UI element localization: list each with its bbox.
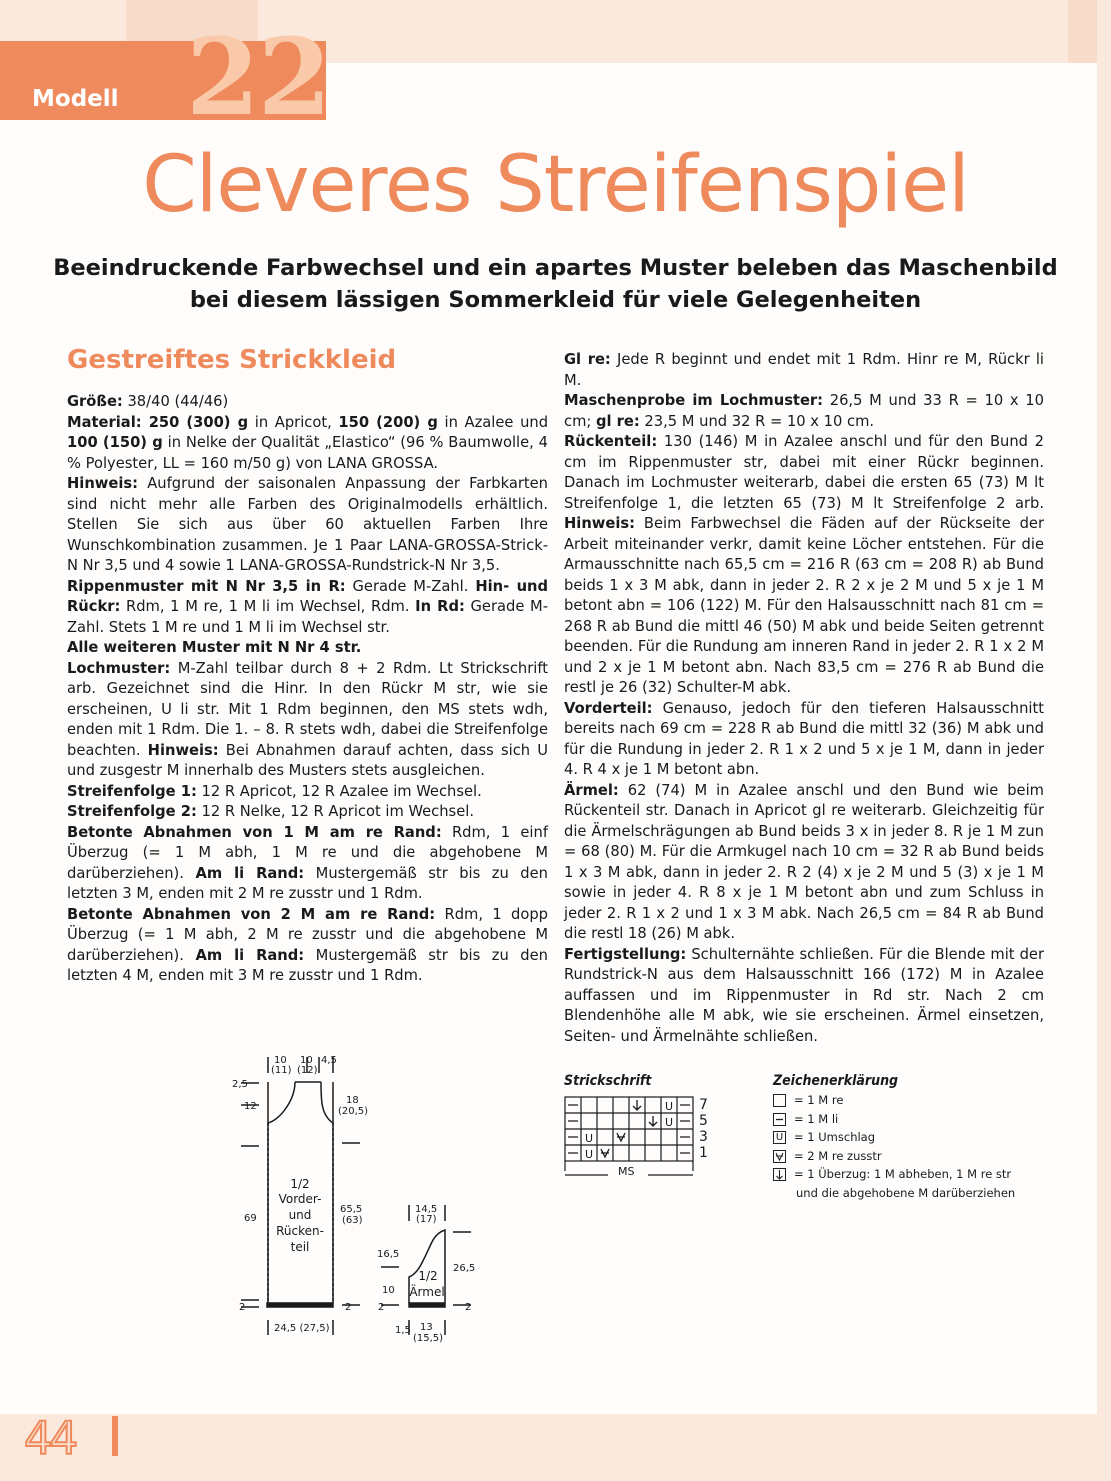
subtitle-line-1: Beeindruckende Farbwechsel und ein apartes Muster beleben das Maschenbild [53,255,1058,281]
body-label-4: Rücken- [276,1224,324,1238]
knitting-chart [563,1095,713,1187]
text-run: Rdm, 1 M re, 1 M li im Wechsel, Rdm. [120,598,416,615]
chart-row-3: 3 [699,1129,708,1145]
text-run: Schulternähte schließen. Für die Blende mit der Rundstrick-N aus dem Halsausschnitt 166 (172) M in Azalee auffassen und im Rippenmuster in Rd str. Nach 2 cm Blendenhöhe alle M abk, wie sie erscheinen. Ärmel einsetzen, Seiten- und Ärmelnähte schließen. [564,945,1044,1045]
dim-sleeve-right-bottom: 2 [465,1302,472,1313]
chart-row-5: 5 [699,1113,708,1129]
bold-run: Hinweis: [564,515,635,532]
paragraph [67,577,548,639]
text-run: in Azalee und [437,413,549,431]
text-run: 26,5 M und 33 R = 10 x 10 cm; [564,392,1044,430]
text-run: in Nelke der Qualität „Elastico“ (96 % Baumwolle, 4 % Polyester, LL = 160 m/50 g) von LANA GROSSA. [67,434,548,472]
chart-arrow-icon [633,1100,641,1110]
legend-text: = 1 M li [794,1111,839,1126]
paragraph [67,413,548,475]
page-number: 44 [24,1412,76,1465]
chart-k2tog-icon [601,1149,609,1157]
chart-cell-u: U [585,1132,594,1145]
bold-run: Lochmuster: [67,659,171,677]
right-column [564,350,1044,1047]
chart-arrow-icon [649,1116,657,1126]
body-label-5: teil [290,1240,310,1254]
section-heading: Gestreiftes Strickkleid [67,345,397,375]
text-run: Rdm, 1 dopp Überzug (= 1 M abh, 2 M re zusstr und die abgehobene M darüberziehen). [67,905,548,964]
dim-right-main: 65,5 [340,1204,363,1215]
bold-run: Betonte Abnahmen von 2 M am re Rand: [67,905,436,923]
paragraph [67,474,548,577]
left-column [67,392,548,987]
bold-run: Hinweis: [67,475,138,492]
arrow-square-icon [773,1168,786,1181]
bold-run: Hinweis: [147,741,219,759]
paragraph [564,781,1044,945]
dim-sleeve-cap: 16,5 [377,1249,400,1260]
sleeve-label-1: 1/2 [418,1269,438,1283]
text-run: 23,5 M und 32 R = 10 x 10 cm. [639,412,875,430]
dim-sleeve-bottom-b2: (15,5) [413,1333,444,1344]
legend-item [773,1131,1015,1150]
dim-top-a: 10 [274,1055,287,1066]
text-run: 62 (74) M in Azalee anschl und den Bund wie beim Rückenteil str. Danach in Apricot gl re weiterarb. Gleichzeitig für die Ärmelschrägungen ab Bund beids 3 x in jeder 8. R je 1 M zun = 68 (80) M. Für die Armkugel nach 10 cm = 32 R ab Bund beids 1 x 3 M abk, dann in jeder 2. R 2 (4) x je 2 M und 5 (3) x je 1 M sowie in jeder 4. R 8 x je 1 M betont abn und zum Schluss in jeder 2. R 1 x 2 und 1 x 3 M abk. Nach 26,5 cm = 84 R ab Bund die restl 18 (26) M abk. [564,781,1044,942]
paragraph [564,945,1044,1048]
body-label-1: 1/2 [290,1177,310,1191]
bold-run: Gl re: [564,351,611,368]
chart-cell-u: U [665,1100,674,1113]
chart-cell-u: U [665,1116,674,1129]
dim-right-arm: 18 [346,1095,359,1106]
paragraph [67,802,548,823]
bold-run: Am li Rand: [195,946,305,964]
legend-text: = 1 Umschlag [794,1130,876,1144]
text-run: Rdm, 1 einf Überzug (= 1 M abh, 1 M re und die abgehobene M darüberziehen). [67,823,548,882]
chart-row-7: 7 [699,1097,708,1113]
body-label-3: und [288,1208,312,1222]
bold-run: 150 (200) g [338,413,438,431]
text-run: 130 (146) M in Azalee anschl und für den Bund 2 cm im Rippenmuster str, dabei mit einer Rückr beginnen. Danach im Lochmuster weiterarb, dabei die ersten 65 (73) M lt Streifenfolge 1, die letzten 65 (73) M lt Streifenfolge 2 arb. [564,433,1044,512]
paragraph [564,391,1044,432]
text-run: Gerade M-Zahl. [345,577,476,595]
bold-run: Betonte Abnahmen von 1 M am re Rand: [67,823,442,841]
paragraph [564,432,1044,699]
chart-k2tog-icon [617,1133,625,1141]
legend-text: = 2 M re zusstr [794,1148,882,1163]
dim-sleeve-lower: 10 [382,1285,395,1296]
legend [773,1094,1015,1200]
text-run: Bei Abnahmen darauf achten, dass sich U und zusgestr M innerhalb des Musters stets ausgleichen. [67,741,548,779]
subtitle-line-2: bei diesem lässigen Sommerkleid für viele Gelegenheiten [189,287,922,313]
bold-run: Streifenfolge 1: [67,782,197,800]
sleeve-label-2: Ärmel [409,1285,445,1299]
modell-number: 22 [186,14,330,139]
text-run: 12 R Apricot, 12 R Azalee im Wechsel. [196,782,482,800]
bold-run: Fertigstellung: [564,945,687,963]
paragraph [67,905,548,987]
bold-run: Maschenprobe im Lochmuster: [564,392,824,409]
chart-row-1: 1 [699,1145,708,1161]
dim-left-neck: 12 [244,1101,257,1112]
u-square-icon: U [773,1131,786,1144]
dim-sleeve-bottom-b: 13 [420,1322,433,1333]
dim-sleeve-top2: (17) [416,1214,437,1225]
bold-run: Größe: [67,393,123,410]
text-run: Mustergemäß str bis zu den letzten 3 M, enden mit 2 M re zusstr und 1 Rdm. [67,864,548,902]
chart-cell-u: U [585,1148,594,1161]
legend-text: = 1 Überzug: 1 M abheben, 1 M re str [794,1167,1012,1181]
chart-title: Strickschrift [564,1073,652,1089]
text-run: Aufgrund der saisonalen Anpassung der Farbkarten sind nicht mehr alle Farben des Originalmodells erhältlich. Stellen Sie sich aus über 60 aktuellen Farben Ihre Wunschkombination zusammen. Je 1 Paar LANA-GROSSA-Strick-N Nr 3,5 und 4 sowie 1 LANA-GROSSA-Rundstrick-N Nr 3,5. [67,475,548,574]
dim-top-b2: (12) [297,1065,318,1076]
legend-title: Zeichenerklärung [773,1073,899,1089]
dim-sleeve-bottom-a: 1,5 [395,1325,411,1336]
page-title: Cleveres Streifenspiel [142,140,969,230]
legend-continuation: und die abgehobene M darüberziehen [796,1185,1016,1200]
legend-item [773,1094,1015,1113]
dim-sleeve-right: 26,5 [453,1263,476,1274]
legend-text: = 1 M re [794,1093,844,1107]
dim-left-main: 69 [244,1213,257,1224]
bold-run: Alle weiteren Muster mit N Nr 4 str. [67,639,362,656]
dim-top-a2: (11) [271,1065,292,1076]
chart-repeat-label: MS [618,1165,635,1178]
bold-run: Vorderteil: [564,699,653,717]
paragraph [67,823,548,905]
page-number-bar [112,1416,118,1456]
dim-bottom: 24,5 (27,5) [274,1323,330,1334]
bold-run: Material: 250 (300) g [67,413,249,431]
dim-left-bottom: 2 [239,1302,246,1313]
page-subtitle [40,252,1071,316]
k2tog-square-icon [773,1150,786,1163]
dim-top-c: 4,5 [321,1055,337,1066]
dim-sleeve-top: 14,5 [415,1204,438,1215]
legend-item [773,1168,1015,1187]
dim-left-top: 2,5 [232,1079,248,1090]
bold-run: Rippenmuster mit N Nr 3,5 in R: [67,577,346,595]
body-label-2: Vorder- [278,1192,322,1206]
garment-schematic [225,1045,495,1350]
paragraph [564,350,1044,391]
text-run: 12 R Nelke, 12 R Apricot im Wechsel. [196,803,474,820]
legend-item [773,1113,1015,1132]
text-run: Genauso, jedoch für den tieferen Halsausschnitt bereits nach 69 cm = 228 R ab Bund die mittl 32 (36) M abk und für die Rundung in jeder 2. R 1 x 2 und 5 x je 1 M, dann in jeder 4. R 4 x je 1 M betont abn. [564,699,1044,778]
paragraph [67,392,548,413]
dim-sleeve-left-bottom: 2 [378,1302,385,1313]
bold-run: Hin- und Rückr: [67,577,549,615]
empty-square-icon [773,1094,786,1107]
bold-run: Ärmel: [564,781,619,799]
bold-run: Streifenfolge 2: [67,803,197,820]
bold-run: In Rd: [415,598,465,615]
bottom-band [0,1414,1111,1481]
bold-run: Am li Rand: [195,864,305,882]
text-run: Gerade M-Zahl. Stets 1 M re und 1 M li im Wechsel str. [67,598,548,636]
text-run: in Apricot, [248,413,339,431]
text-run: Mustergemäß str bis zu den letzten 4 M, enden mit 3 M re zusstr und 1 Rdm. [67,946,548,984]
legend-item [773,1150,1015,1169]
paragraph [67,638,548,659]
dim-right-main2: (63) [342,1215,363,1226]
bold-run: gl re: [596,412,640,430]
dim-top-b: 10 [300,1055,313,1066]
text-run: 38/40 (44/46) [122,393,229,410]
text-run: Beim Farbwechsel die Fäden auf der Rückseite der Arbeit miteinander verkr, damit keine Löcher entstehen. Für die Armausschnitte nach 65,5 cm = 216 R (63 cm = 208 R) ab Bund beids 1 x 3 M abk, dann in jeder 2. R 2 x je 2 M und 5 x je 1 M betont abn = 106 (122) M. Für den Halsausschnitt nach 81 cm = 268 R ab Bund die mittl 46 (50) M abk und beide Seiten getrennt beenden. Für die Rundung am inneren Rand in jeder 2. R 1 x 2 M und 2 x je 1 M betont abn. Nach 83,5 cm = 276 R ab Bund die restl je 26 (32) Schulter-M abk. [564,515,1044,696]
bold-run: 100 (150) g [67,434,163,451]
text-run: Jede R beginnt und endet mit 1 Rdm. Hinr re M, Rückr li M. [564,351,1044,389]
text-run: M-Zahl teilbar durch 8 + 2 Rdm. Lt Strickschrift arb. Gezeichnet sind die Hinr. In den Rückr M str, wie sie erscheinen, U li str. Mit 1 Rdm beginnen, den MS stets wdh, enden mit 1 Rdm. Die 1. – 8. R stets wdh, dabei die Streifenfolge beachten. [67,659,548,759]
dim-right-bottom: 2 [345,1302,352,1313]
paragraph [67,659,548,782]
paragraph [67,782,548,803]
dash-square-icon [773,1113,786,1126]
bold-run: Rückenteil: [564,433,658,450]
paragraph [564,699,1044,781]
dim-right-arm2: (20,5) [338,1106,369,1117]
modell-label: Modell [32,86,119,112]
